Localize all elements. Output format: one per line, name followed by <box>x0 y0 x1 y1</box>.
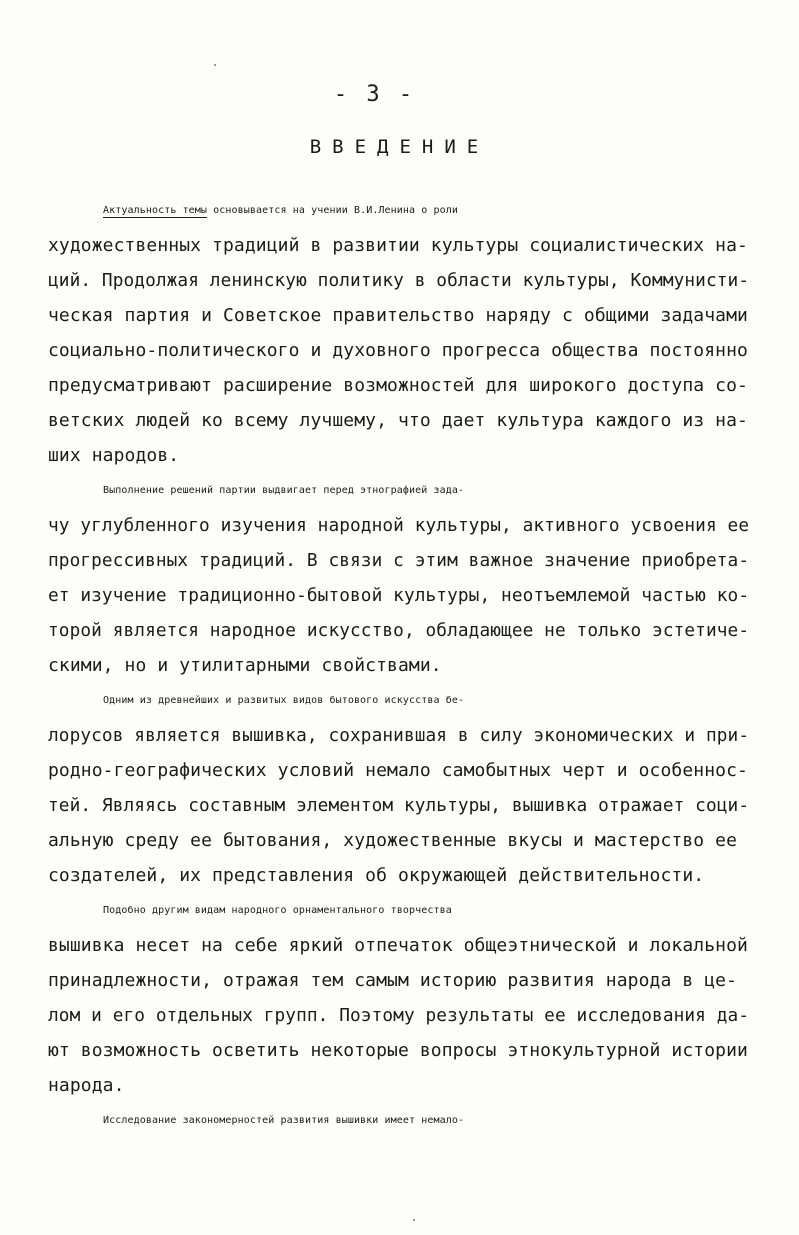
paragraph-1-line-4: ческая партия и Советское правительство наряду с общими задачами <box>48 305 748 326</box>
paragraph-1-line-5: социально-политического и духовного прогресса общества постоянно <box>48 340 748 361</box>
paragraph-2-line-1: Выполнение решений партии выдвигает перед этнографией зада- <box>103 485 465 496</box>
paragraph-1-line-7: ветских людей ко всему лучшему, что дает культура каждого из на- <box>48 410 748 431</box>
paragraph-1-line-1 <box>103 200 799 222</box>
paragraph-3-line-4: тей. Являясь составным элементом культуры, вышивка отражает соци- <box>48 796 750 816</box>
paragraph-2-line-4: ет изучение традиционно-бытовой культуры, неотъемлемой частью ко- <box>48 586 750 606</box>
paragraph-1-line-6: предусматривают расширение возможностей для широкого доступа со- <box>48 375 748 396</box>
section-heading: ВВЕДЕНИЕ <box>309 136 490 158</box>
paragraph-4-line-2: вышивка несет на себе яркий отпечаток общеэтнической и локальной <box>48 935 748 956</box>
paragraph-1-line-3: ций. Продолжая ленинскую политику в области культуры, Коммунисти- <box>48 271 750 291</box>
paragraph-4-line-3: принадлежности, отражая тем самым историю развития народа в це- <box>48 970 738 991</box>
paragraph-1-line-8: ших народов. <box>48 445 180 466</box>
line-text: основывается на учении В.И.Ленина о роли <box>207 205 459 216</box>
scan-speck <box>214 64 216 66</box>
paragraph-4-line-5: ют возможность осветить некоторые вопросы этнокультурной истории <box>48 1040 748 1061</box>
paragraph-4-line-6: народа. <box>48 1075 125 1096</box>
paragraph-2-line-2: чу углубленного изучения народной культуры, активного усвоения ее <box>48 516 750 536</box>
paragraph-5-line-1: Исследование закономерностей развития вышивки имеет немало- <box>103 1115 465 1126</box>
paragraph-2-line-6: скими, но и утилитарными свойствами. <box>48 655 442 676</box>
paragraph-2-line-3: прогрессивных традиций. В связи с этим важное значение приобрета- <box>48 551 750 571</box>
page-number: - 3 - <box>333 82 416 107</box>
paragraph-1-line-2: художественных традиций в развитии культуры социалистических на- <box>48 235 748 256</box>
scan-speck <box>413 1219 415 1221</box>
paragraph-3-line-2: лорусов является вышивка, сохранившая в силу экономических и при- <box>48 726 750 746</box>
paragraph-2-line-5: торой является народное искусство, обладающее не только эстетиче- <box>48 621 750 641</box>
paragraph-4-line-1: Подобно другим видам народного орнаментального творчества <box>103 905 452 916</box>
underlined-term: Актуальность темы <box>103 205 208 216</box>
paragraph-4-line-4: лом и его отдельных групп. Поэтому результаты ее исследования да- <box>48 1006 750 1026</box>
paragraph-3-line-6: создателей, их представления об окружающей действительности. <box>48 865 705 886</box>
paragraph-3-line-1: Одним из древнейших и развитых видов бытового искусства бе- <box>103 695 465 706</box>
paragraph-3-line-3: родно-географических условий немало самобытных черт и особеннос- <box>48 760 748 781</box>
paragraph-3-line-5: альную среду ее бытования, художественные вкусы и мастерство ее <box>48 830 738 851</box>
